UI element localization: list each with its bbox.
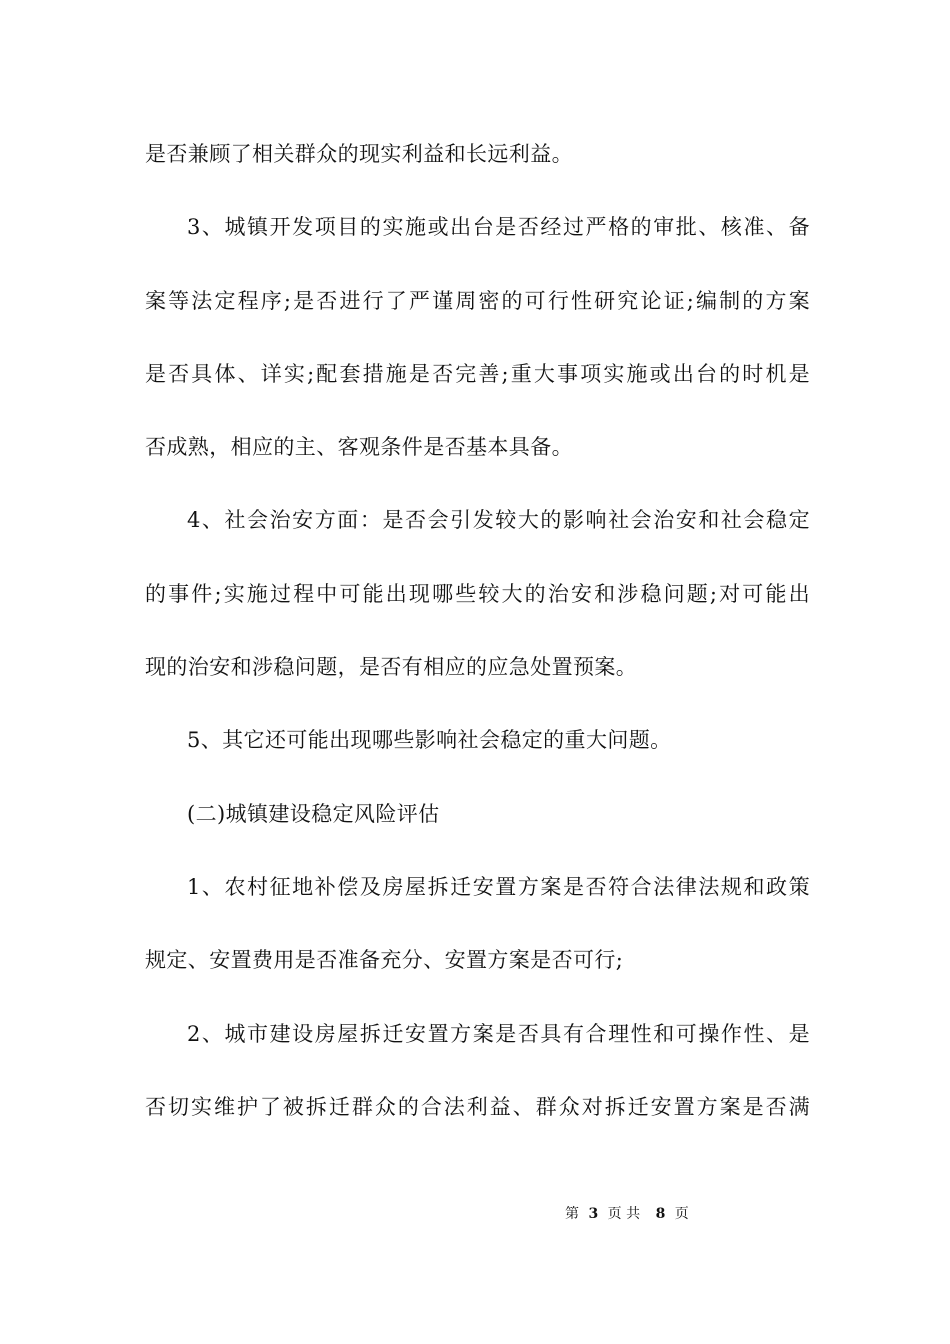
- text-line: 的事件;实施过程中可能出现哪些较大的治安和涉稳问题;对可能出: [145, 581, 810, 606]
- footer-middle: 页 共: [607, 1206, 641, 1222]
- text-line: 是否兼顾了相关群众的现实利益和长远利益。: [145, 142, 573, 166]
- page-number-footer: [565, 1204, 689, 1224]
- current-page-number: 3: [588, 1206, 599, 1222]
- footer-suffix: 页: [674, 1206, 689, 1222]
- text-line: 1、农村征地补偿及房屋拆迁安置方案是否符合法律法规和政策: [187, 874, 810, 899]
- text-line: 2、城市建设房屋拆迁安置方案是否具有合理性和可操作性、是: [187, 1021, 810, 1046]
- footer-prefix: 第: [565, 1206, 579, 1222]
- text-line: 否切实维护了被拆迁群众的合法利益、群众对拆迁安置方案是否满: [145, 1094, 810, 1119]
- text-line: 4、社会治安方面：是否会引发较大的影响社会治安和社会稳定: [187, 508, 810, 533]
- document-body: [145, 130, 810, 1156]
- text-line: 否成熟，相应的主、客观条件是否基本具备。: [145, 435, 573, 460]
- text-line: 3、城镇开发项目的实施或出台是否经过严格的审批、核准、备: [187, 215, 810, 240]
- text-line: 规定、安置费用是否准备充分、安置方案是否可行;: [145, 948, 624, 973]
- text-line: 现的治安和涉稳问题，是否有相应的应急处置预案。: [145, 655, 638, 680]
- total-page-number: 8: [655, 1206, 666, 1222]
- text-line: 5、其它还可能出现哪些影响社会稳定的重大问题。: [187, 728, 672, 753]
- text-line: 是否具体、详实;配套措施是否完善;重大事项实施或出台的时机是: [145, 361, 810, 386]
- text-line: 案等法定程序;是否进行了严谨周密的可行性研究论证;编制的方案: [145, 288, 810, 313]
- section-heading: (二)城镇建设稳定风险评估: [187, 801, 440, 826]
